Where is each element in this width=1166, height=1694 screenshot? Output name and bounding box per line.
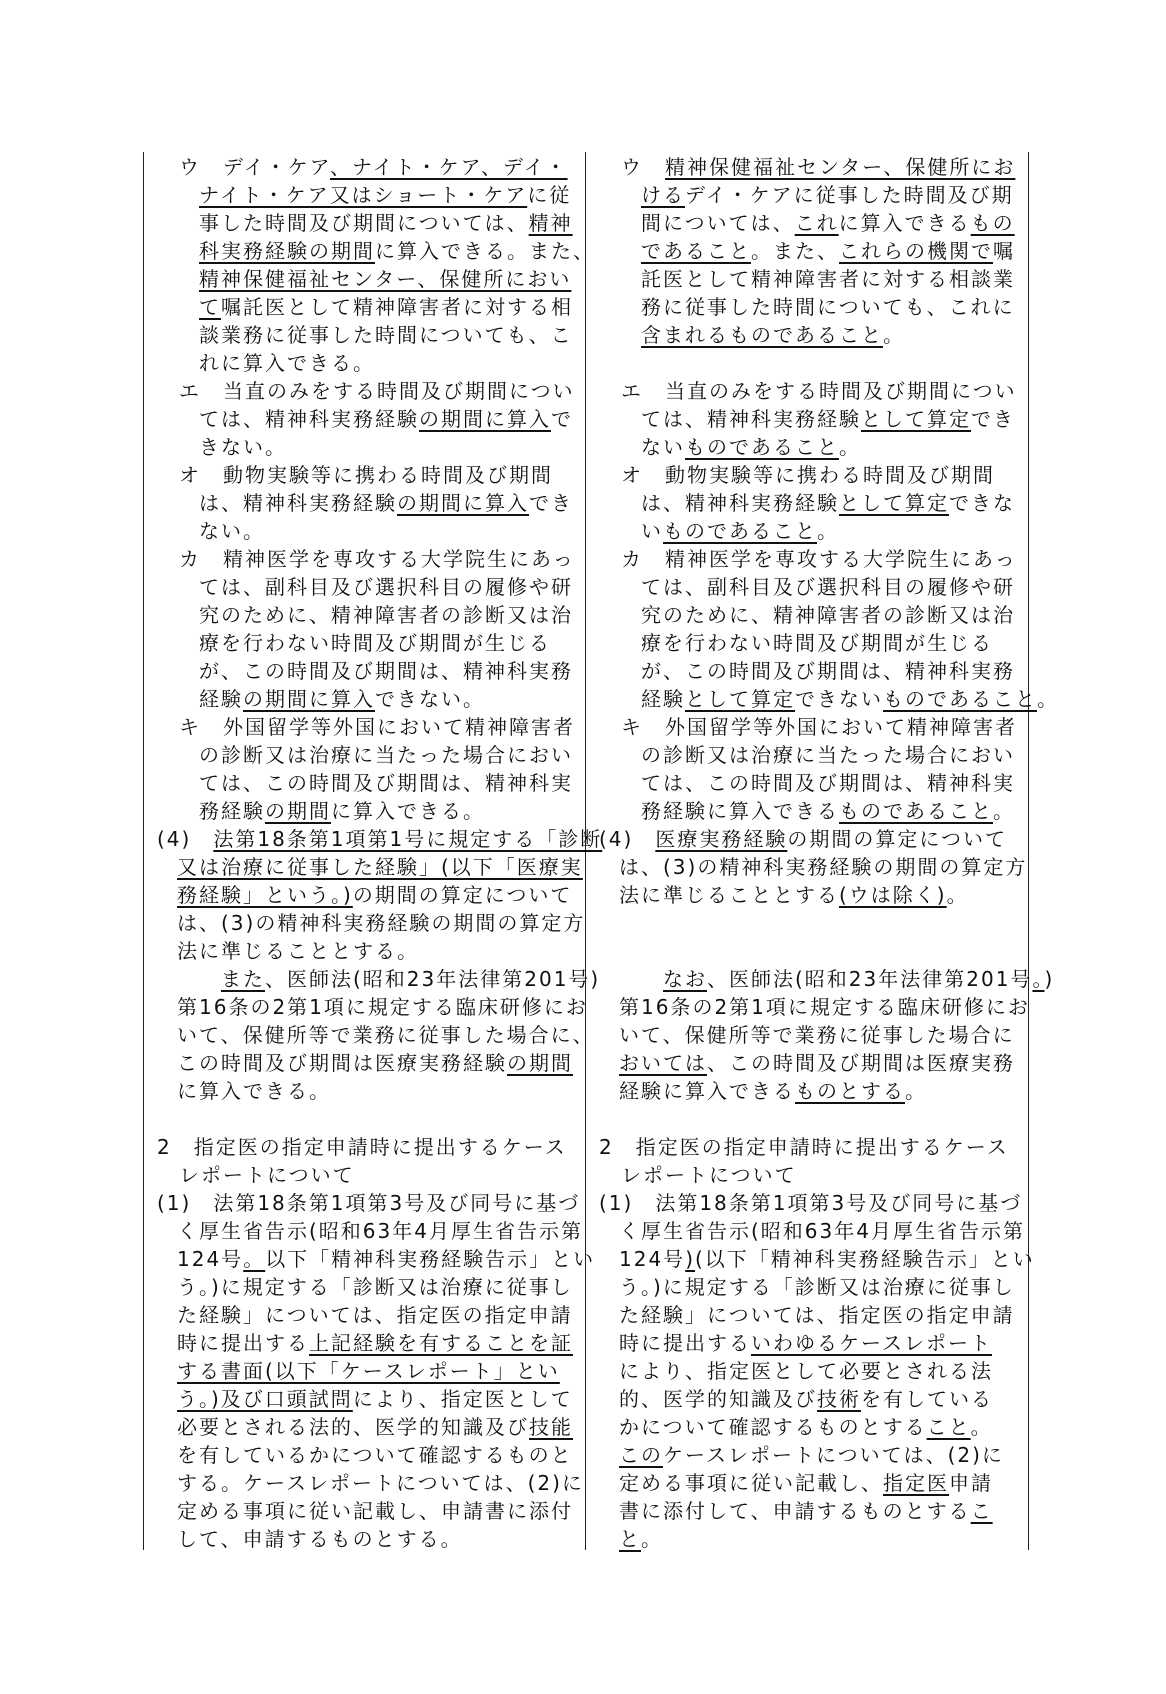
text-segment: (4)	[157, 827, 214, 851]
text-segment: た経験」については、指定医の指定申請	[619, 1303, 1015, 1327]
text-segment: 。	[993, 799, 1015, 823]
underlined-text: て	[199, 295, 221, 319]
text-line	[621, 377, 1017, 405]
text-line	[619, 1077, 927, 1105]
underlined-text: として算定	[685, 687, 795, 711]
text-line	[619, 1273, 1015, 1301]
text-segment: カ 精神医学を専攻する大学院生にあっ	[179, 547, 575, 571]
text-line	[621, 153, 1015, 181]
text-segment: 2 指定医の指定申請時に提出するケース	[157, 1135, 567, 1159]
underlined-text: なお	[663, 967, 707, 991]
text-line	[177, 937, 419, 965]
text-segment: を有している	[861, 1387, 993, 1411]
text-line	[641, 629, 993, 657]
underlined-text: いわゆるケースレポート	[751, 1331, 992, 1355]
text-segment: 。	[817, 519, 839, 543]
text-line	[619, 993, 1030, 1021]
text-segment: 必要とされる法的、医学的知識及び	[177, 1415, 529, 1439]
underlined-text: と	[619, 1527, 641, 1551]
text-segment: できな	[949, 491, 1015, 515]
underlined-text: 、ナイト・ケア、デイ・	[330, 155, 568, 179]
underlined-text: おいては	[619, 1051, 707, 1075]
text-line	[619, 1441, 1004, 1469]
revised-text-column	[143, 153, 603, 1553]
text-segment: でき	[529, 491, 573, 515]
text-segment: (1) 法第18条第1項第3号及び同号に基づ	[599, 1191, 1023, 1215]
text-line	[599, 825, 1007, 853]
text-line	[199, 293, 573, 321]
text-segment: は、(3)の精神科実務経験の期間の算定方	[177, 911, 586, 935]
text-line	[199, 349, 375, 377]
underlined-text: ものであること	[685, 435, 839, 459]
text-line	[641, 293, 1015, 321]
text-segment: う。)に規定する「診断又は治療に従事し	[177, 1275, 573, 1299]
text-segment: ウ	[621, 155, 665, 179]
text-segment: ケースレポートについては、(2)に	[663, 1443, 1004, 1467]
text-segment: 的、医学的知識及び	[619, 1387, 817, 1411]
text-line	[199, 573, 573, 601]
underlined-text: として算定	[861, 407, 971, 431]
underlined-text: もの	[970, 211, 1015, 235]
text-segment: の期間の算定について	[352, 883, 573, 907]
text-segment: は、精神科実務経験	[641, 491, 839, 515]
text-line	[619, 1049, 1015, 1077]
text-line	[641, 321, 905, 349]
text-segment: ては、精神科実務経験	[641, 407, 861, 431]
text-segment: で	[551, 407, 573, 431]
text-line	[199, 265, 571, 293]
text-line	[619, 853, 1027, 881]
text-segment: ては、この時間及び期間は、精神科実	[641, 771, 1015, 795]
underlined-text: の期間に算入	[243, 687, 375, 711]
text-segment: 究のために、精神障害者の診断又は治	[199, 603, 573, 627]
text-segment: により、指定医として必要とされる法	[619, 1359, 993, 1383]
text-segment: 書に添付して、申請するものとする	[619, 1499, 971, 1523]
text-segment: かについて確認するものとする	[619, 1415, 927, 1439]
text-segment: 定める事項に従い記載し、	[619, 1471, 883, 1495]
text-line	[621, 713, 1017, 741]
underlined-text: であること	[641, 239, 751, 263]
text-line	[177, 993, 588, 1021]
text-segment: 託医として精神障害者に対する相談業	[641, 267, 1015, 291]
text-segment: 。	[905, 1079, 927, 1103]
text-segment: いて、保健所等で業務に従事した場合に	[619, 1023, 1015, 1047]
text-segment: 療を行わない時間及び期間が生じる	[641, 631, 993, 655]
underlined-text: 技能	[529, 1415, 573, 1439]
underlined-text: の期間	[507, 1051, 573, 1075]
text-segment: た経験」については、指定医の指定申請	[177, 1303, 573, 1327]
underlined-text: 法第18条第1項第1号に規定する「診断	[213, 827, 603, 851]
text-line	[641, 573, 1015, 601]
text-line	[177, 1301, 573, 1329]
underlined-text: 精神保健福祉センター、保健所にお	[665, 155, 1016, 179]
text-line	[177, 1077, 331, 1105]
text-line	[599, 1133, 1009, 1161]
text-segment: 究のために、精神障害者の診断又は治	[641, 603, 1015, 627]
text-segment: 申請	[949, 1471, 993, 1495]
text-segment: の期間の算定について	[787, 827, 1007, 851]
text-line	[177, 965, 600, 993]
text-segment: レポートについて	[157, 1163, 355, 1187]
underlined-text: こ	[970, 1499, 993, 1523]
underlined-text: の期間に算入	[419, 407, 551, 431]
text-line	[641, 601, 1015, 629]
text-line	[199, 685, 485, 713]
text-line	[619, 1413, 993, 1441]
text-line	[641, 517, 839, 545]
text-line	[619, 965, 1054, 993]
underlined-text: )	[685, 1247, 695, 1271]
text-line	[177, 1413, 573, 1441]
underlined-text: 指定医	[883, 1471, 949, 1495]
underlined-text: 精神	[528, 211, 573, 235]
text-segment: ては、この時間及び期間は、精神科実	[199, 771, 573, 795]
text-segment: ない	[641, 435, 685, 459]
text-line	[179, 545, 575, 573]
text-segment: 2 指定医の指定申請時に提出するケース	[599, 1135, 1009, 1159]
text-segment: キ 外国留学等外国において精神障害者	[621, 715, 1017, 739]
text-line	[621, 461, 995, 489]
text-segment: デイ・ケアに従事した時間及び期	[685, 183, 1014, 207]
text-segment: が、この時間及び期間は、精神科実務	[199, 659, 573, 683]
text-segment: 経験	[199, 687, 243, 711]
text-line	[199, 517, 265, 545]
text-line	[157, 1161, 355, 1189]
text-segment: カ 精神医学を専攻する大学院生にあっ	[621, 547, 1017, 571]
text-line	[621, 545, 1017, 573]
text-line	[157, 825, 602, 853]
text-segment: の診断又は治療に当たった場合におい	[641, 743, 1015, 767]
text-line	[199, 209, 573, 237]
underlined-text: (ウは除く)	[839, 883, 947, 907]
text-line	[177, 1469, 584, 1497]
text-line	[641, 405, 1015, 433]
text-segment: の診断又は治療に当たった場合におい	[199, 743, 573, 767]
text-segment: に算入できる。	[331, 799, 485, 823]
text-segment: に算入できる	[838, 211, 971, 235]
text-line	[599, 1189, 1022, 1217]
text-line	[179, 153, 568, 181]
text-segment: 、医師法(昭和23年法律第201号)	[265, 967, 601, 991]
text-line	[619, 881, 969, 909]
text-line	[177, 1385, 573, 1413]
text-line	[177, 853, 583, 881]
text-line	[641, 209, 1015, 237]
text-line	[179, 377, 575, 405]
text-line	[199, 489, 573, 517]
text-segment	[619, 967, 663, 991]
text-line	[641, 769, 1015, 797]
text-segment: ては、副科目及び選択科目の履修や研	[199, 575, 573, 599]
text-line	[199, 741, 573, 769]
text-segment: できない	[795, 687, 883, 711]
text-segment: レポートについて	[599, 1163, 797, 1187]
underlined-text: また	[221, 967, 265, 991]
text-segment: いて、保健所等で業務に従事した場合に、	[177, 1023, 595, 1047]
text-line	[199, 629, 551, 657]
text-segment: 。	[1037, 687, 1059, 711]
underlined-text: の期間	[265, 799, 331, 823]
text-segment: 。	[839, 435, 861, 459]
underlined-text: 含まれるものであること	[641, 323, 883, 347]
text-segment: 経験	[641, 687, 685, 711]
text-segment: は、精神科実務経験	[199, 491, 397, 515]
underlined-text: 上記経験を有することを証	[309, 1331, 573, 1355]
text-line	[599, 1161, 797, 1189]
text-segment: う。)に規定する「診断又は治療に従事し	[619, 1275, 1015, 1299]
text-segment: 嘱	[993, 239, 1015, 263]
text-line	[199, 321, 573, 349]
text-segment: エ 当直のみをする時間及び期間につい	[179, 379, 575, 403]
text-segment: 務経験に算入できる	[641, 799, 839, 823]
text-line	[177, 1273, 573, 1301]
text-line	[157, 1189, 580, 1217]
text-segment: 経験に算入できる	[619, 1079, 795, 1103]
text-segment: 。また、	[751, 239, 839, 263]
text-line	[619, 1469, 993, 1497]
text-segment: ない。	[199, 519, 265, 543]
text-line	[619, 1021, 1015, 1049]
text-line	[619, 1385, 993, 1413]
underlined-text: こと	[926, 1415, 971, 1439]
underlined-text: 。	[243, 1247, 266, 1271]
underlined-text: 精神保健福祉センター、保健所におい	[199, 267, 572, 291]
text-segment: 。	[883, 323, 905, 347]
text-line	[199, 769, 573, 797]
text-line	[641, 237, 1015, 265]
text-segment: 。	[970, 1415, 993, 1439]
underlined-text: ものとする	[795, 1079, 905, 1103]
text-line	[199, 797, 485, 825]
text-line	[177, 1357, 560, 1385]
text-line	[199, 181, 571, 209]
text-line	[641, 181, 1014, 209]
text-segment: 定める事項に従い記載し、申請書に添付	[177, 1499, 573, 1523]
text-segment	[177, 967, 221, 991]
underlined-text: この	[619, 1443, 663, 1467]
text-segment: オ 動物実験等に携わる時間及び期間	[621, 463, 995, 487]
underlined-text: これらの機関で	[839, 239, 993, 263]
underlined-text: う。)及び口頭試問	[177, 1387, 353, 1411]
text-segment: 嘱託医として精神障害者に対する相	[221, 295, 573, 319]
text-line	[199, 433, 287, 461]
text-line	[177, 1329, 573, 1357]
text-segment: 法に準じることとする	[619, 883, 839, 907]
text-segment: (以下「精神科実務経験告示」とい	[695, 1247, 1035, 1271]
text-segment: 務経験	[199, 799, 265, 823]
text-segment: 間については、	[641, 211, 795, 235]
text-segment: キ 外国留学等外国において精神障害者	[179, 715, 575, 739]
text-segment: 以下「精神科実務経験告示」とい	[265, 1247, 596, 1271]
underlined-text: する書面(以下「ケースレポート」とい	[177, 1359, 560, 1383]
text-segment: 第16条の2第1項に規定する臨床研修にお	[177, 995, 588, 1019]
text-segment: きない。	[199, 435, 287, 459]
text-line	[177, 1049, 573, 1077]
text-segment: により、指定医として	[352, 1387, 573, 1411]
text-segment: (4)	[599, 827, 656, 851]
text-line	[619, 1245, 1035, 1273]
text-segment: 124号	[177, 1247, 244, 1271]
text-line	[641, 657, 1015, 685]
text-segment: 。	[946, 883, 969, 907]
text-line	[179, 713, 575, 741]
text-line	[199, 657, 573, 685]
text-segment: は、(3)の精神科実務経験の期間の算定方	[619, 855, 1028, 879]
text-segment: が、この時間及び期間は、精神科実務	[641, 659, 1015, 683]
underlined-text: 又は治療に従事した経験」(以下「医療実	[177, 855, 583, 879]
text-segment: に算入できる。また、	[375, 239, 595, 263]
text-segment: エ 当直のみをする時間及び期間につい	[621, 379, 1017, 403]
underlined-text: 医療実務経験	[655, 827, 788, 851]
text-line	[641, 489, 1015, 517]
current-text-column	[585, 153, 1059, 1553]
underlined-text: として算定	[839, 491, 949, 515]
text-segment: 第16条の2第1項に規定する臨床研修にお	[619, 995, 1030, 1019]
text-line	[177, 909, 585, 937]
right-column-border	[1028, 152, 1029, 1550]
underlined-text: ものであること	[839, 799, 993, 823]
underlined-text: ナイト・ケア又はショート・ケア	[199, 183, 528, 207]
text-line	[157, 1133, 567, 1161]
text-segment: い	[641, 519, 663, 543]
text-segment: 療を行わない時間及び期間が生じる	[199, 631, 551, 655]
text-line	[641, 265, 1015, 293]
text-line	[641, 741, 1015, 769]
text-segment: に算入できる。	[177, 1079, 331, 1103]
text-segment: して、申請するものとする。	[177, 1527, 463, 1551]
text-line	[641, 433, 861, 461]
text-segment: 、この時間及び期間は医療実務	[707, 1051, 1015, 1075]
text-segment: オ 動物実験等に携わる時間及び期間	[179, 463, 553, 487]
text-line	[177, 1021, 595, 1049]
text-line	[619, 1217, 1025, 1245]
text-segment: する。ケースレポートについては、(2)に	[177, 1471, 584, 1495]
underlined-text: 科実務経験の期間	[199, 239, 375, 263]
text-segment: 時に提出する	[619, 1331, 751, 1355]
text-segment: ては、副科目及び選択科目の履修や研	[641, 575, 1015, 599]
text-segment: ウ デイ・ケア	[179, 155, 330, 179]
text-segment: に従	[527, 183, 572, 207]
text-line	[177, 1441, 573, 1469]
text-line	[619, 1357, 993, 1385]
text-line	[641, 797, 1015, 825]
text-segment: )	[1044, 967, 1055, 991]
text-segment: できない。	[375, 687, 485, 711]
text-segment: でき	[971, 407, 1015, 431]
text-line	[619, 1301, 1015, 1329]
underlined-text: これ	[794, 211, 839, 235]
underlined-text: ものであること	[883, 687, 1037, 711]
underlined-text: ものであること	[663, 519, 817, 543]
text-segment: 事した時間及び期間については、	[199, 211, 529, 235]
text-segment: 時に提出する	[177, 1331, 309, 1355]
text-line	[179, 461, 553, 489]
text-segment: 124号	[619, 1247, 686, 1271]
text-line	[177, 1217, 583, 1245]
underlined-text: 。	[1032, 967, 1045, 991]
text-segment: 談業務に従事した時間についても、こ	[199, 323, 573, 347]
text-segment: この時間及び期間は医療実務経験	[177, 1051, 507, 1075]
text-line	[641, 685, 1059, 713]
text-line	[177, 1497, 573, 1525]
text-line	[619, 1329, 992, 1357]
text-line	[199, 405, 573, 433]
text-segment: (1) 法第18条第1項第3号及び同号に基づ	[157, 1191, 581, 1215]
text-line	[199, 601, 573, 629]
text-segment: 務に従事した時間についても、これに	[641, 295, 1015, 319]
text-line	[177, 881, 572, 909]
underlined-text: の期間に算入	[397, 491, 529, 515]
text-segment: を有しているかについて確認するものと	[177, 1443, 573, 1467]
text-line	[619, 1497, 993, 1525]
text-segment: ては、精神科実務経験	[199, 407, 419, 431]
text-segment: く厚生省告示(昭和63年4月厚生省告示第	[619, 1219, 1025, 1243]
text-line	[177, 1245, 595, 1273]
text-segment: れに算入できる。	[199, 351, 375, 375]
text-segment: く厚生省告示(昭和63年4月厚生省告示第	[177, 1219, 583, 1243]
underlined-text: 技術	[817, 1387, 861, 1411]
text-segment: 法に準じることとする。	[177, 939, 419, 963]
text-line	[619, 1525, 663, 1553]
underlined-text: 務経験」という。)	[177, 883, 353, 907]
text-line	[199, 237, 595, 265]
text-line	[177, 1525, 463, 1553]
text-segment: 、医師法(昭和23年法律第201号	[707, 967, 1033, 991]
text-segment: 。	[641, 1527, 663, 1551]
underlined-text: ける	[641, 183, 685, 207]
